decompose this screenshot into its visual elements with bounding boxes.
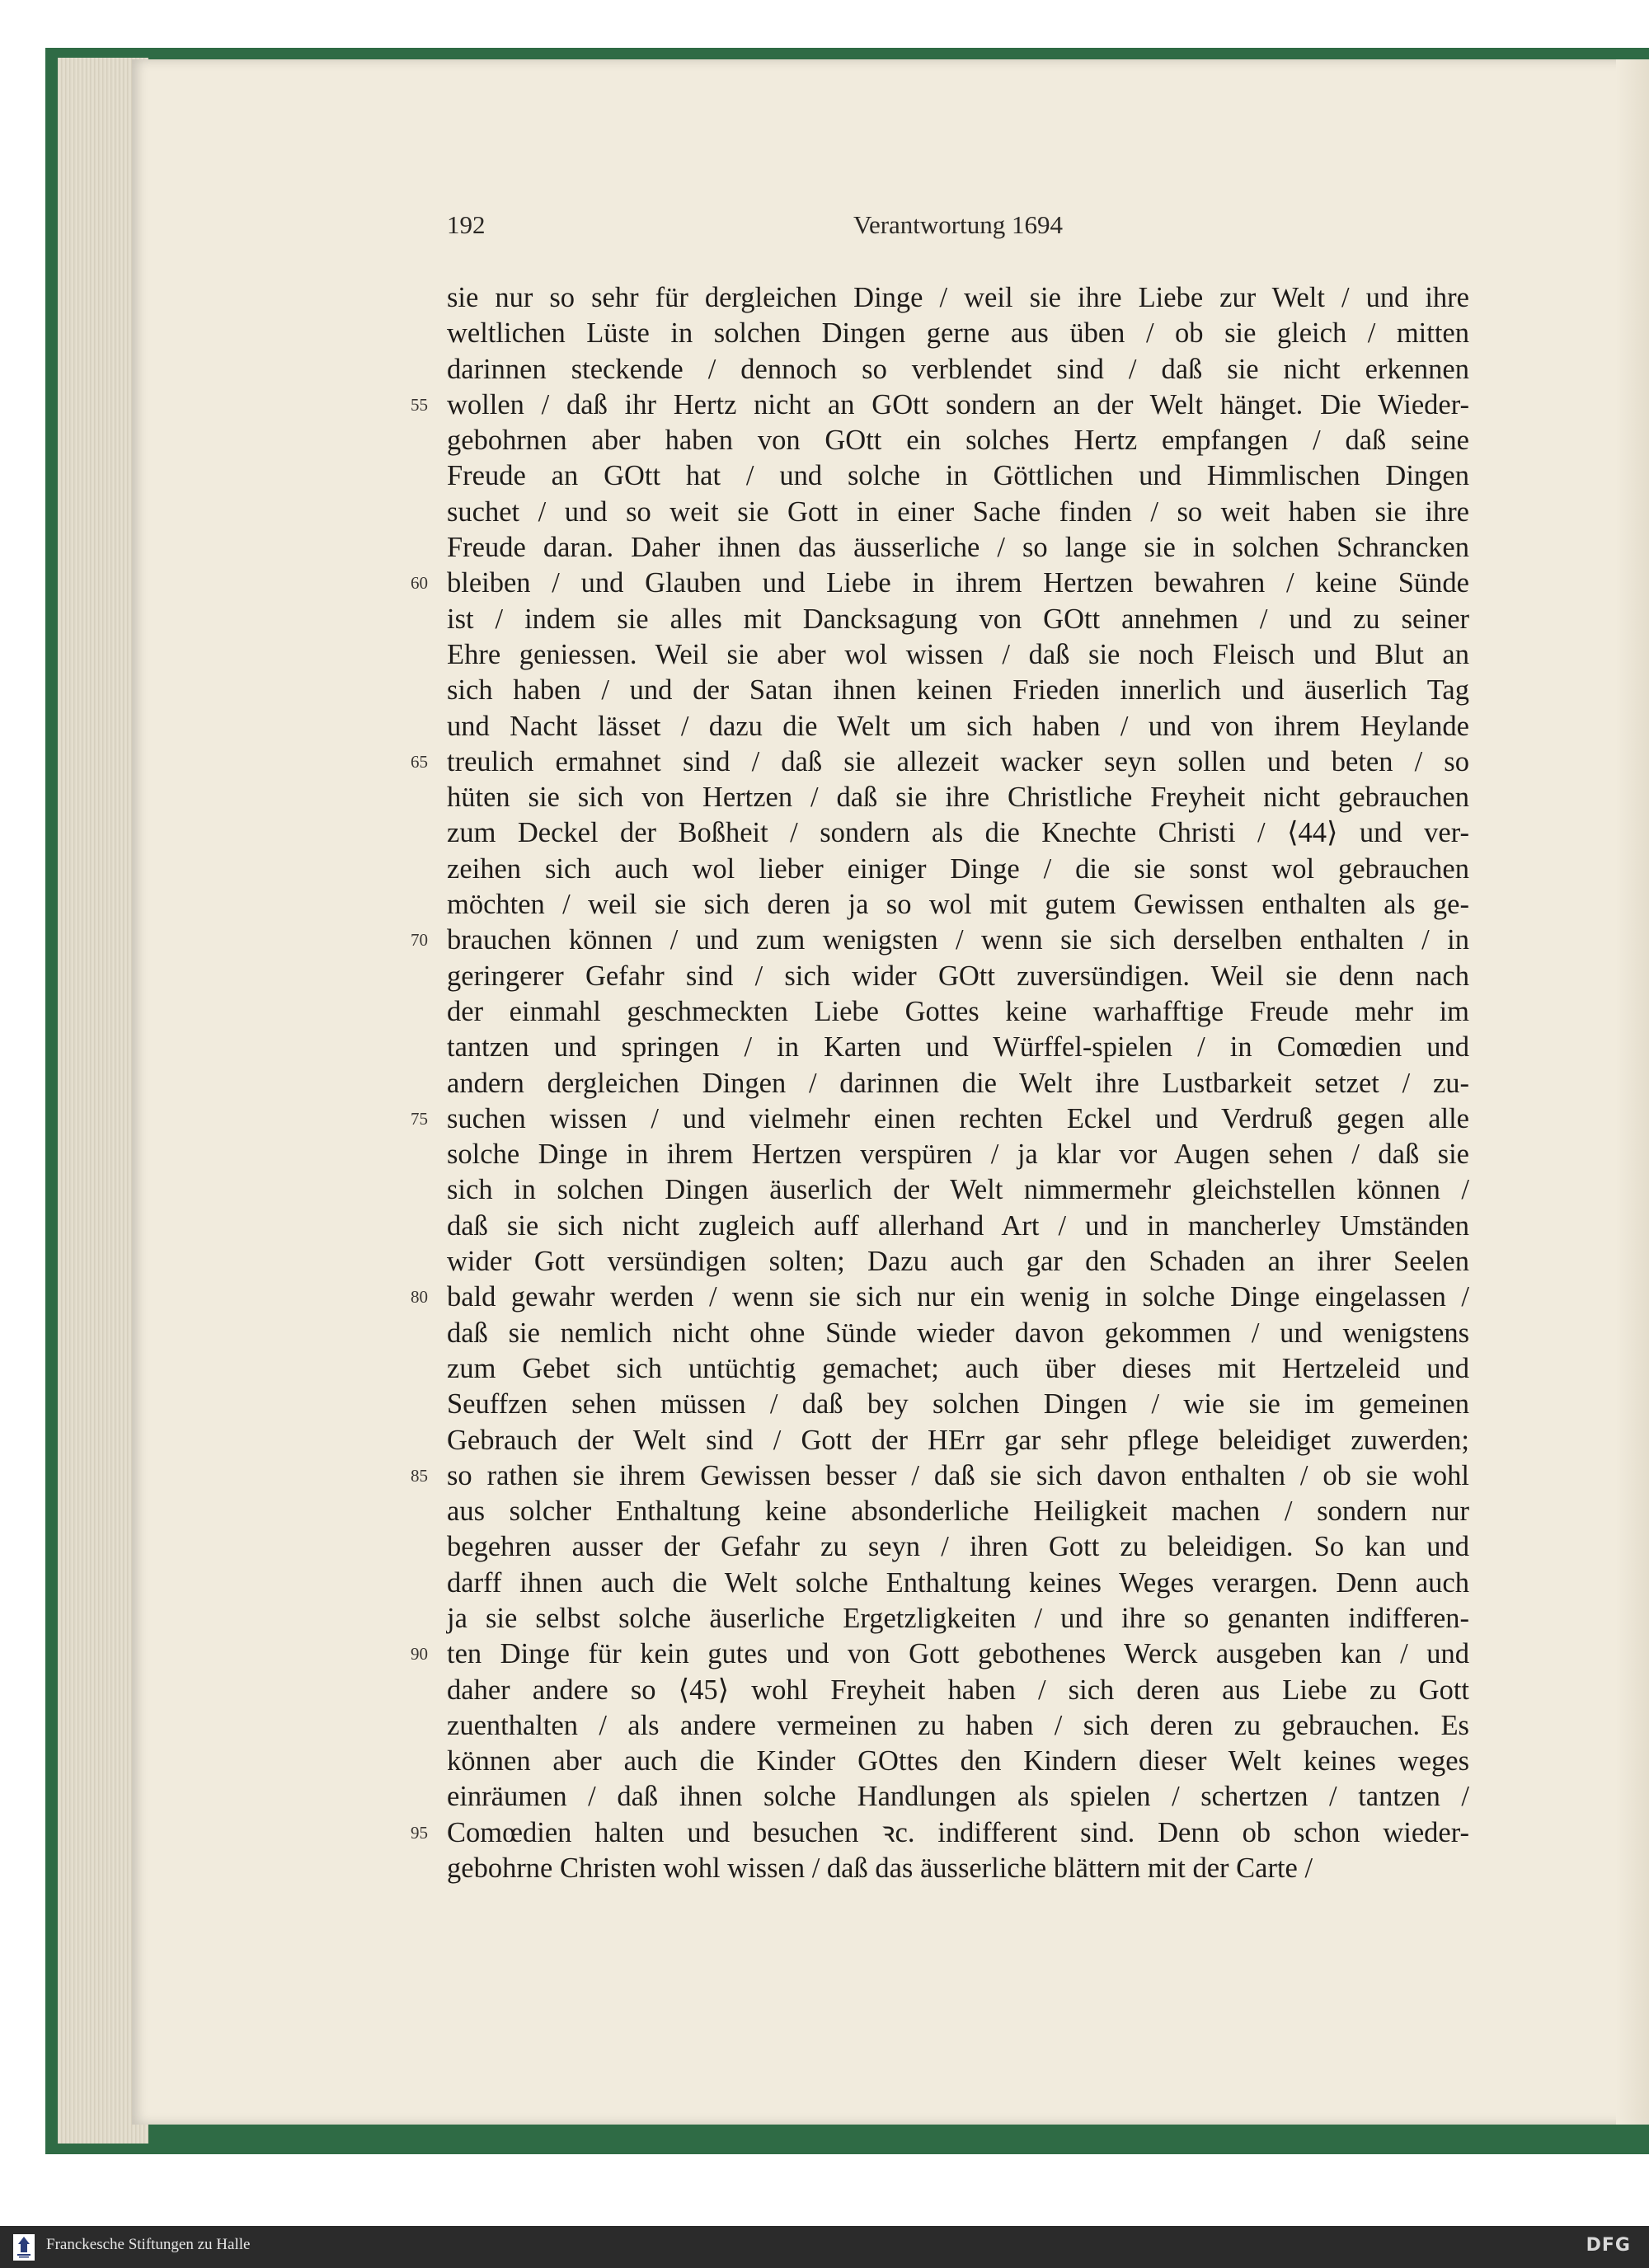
line-text: daß sie nemlich nicht ohne Sünde wieder davon gekommen / und wenigstens [447, 1317, 1469, 1349]
line-text: daß sie sich nicht zugleich auff allerhand Art / und in mancherley Umständen [447, 1209, 1469, 1242]
line-text: sich in solchen Dingen äuserlich der Welt nimmermehr gleichstellen können / [447, 1174, 1469, 1206]
text-line [411, 744, 1469, 780]
line-text: sich haben / und der Satan ihnen keinen Frieden innerlich und äuserlich Tag [447, 674, 1469, 707]
text-line [447, 1316, 1469, 1351]
line-text: einräumen / daß ihnen solche Handlungen als spielen / schertzen / tantzen / [447, 1781, 1469, 1813]
text-line [447, 815, 1469, 851]
line-text: ja sie selbst solche äuserliche Ergetzligkeiten / und ihre so genanten indifferen- [447, 1602, 1469, 1634]
line-text: begehren ausser der Gefahr zu seyn / ihren Gott zu beleidigen. So kan und [447, 1531, 1469, 1563]
text-line [447, 994, 1469, 1030]
text-line [447, 887, 1469, 923]
text-line [447, 1209, 1469, 1244]
line-text: können aber auch die Kinder GOttes den Kindern dieser Welt keines weges [447, 1745, 1469, 1777]
text-line [411, 923, 1469, 958]
text-line [411, 1101, 1469, 1137]
text-line [411, 1458, 1469, 1494]
text-line [447, 1601, 1469, 1636]
line-text: der einmahl geschmeckten Liebe Gottes keine warhafftige Freude mehr im [447, 995, 1469, 1027]
text-line [447, 495, 1469, 530]
line-text: Ehre geniessen. Weil sie aber wol wissen / daß sie noch Fleisch und Blut an [447, 638, 1469, 670]
text-line [411, 566, 1469, 601]
text-line [447, 1030, 1469, 1065]
text-line [447, 530, 1469, 566]
line-text: Seuffzen sehen müssen / daß bey solchen Dingen / wie sie im gemeinen [447, 1388, 1469, 1420]
line-text: bald gewahr werden / wenn sie sich nur ein wenig in solche Dinge eingelassen / [447, 1281, 1469, 1313]
text-line [411, 387, 1469, 423]
text-line [447, 1708, 1469, 1744]
footer-institution: Franckesche Stiftungen zu Halle [46, 2236, 251, 2253]
line-text: treulich ermahnet sind / daß sie allezeit wacker seyn sollen und beten / so [447, 745, 1469, 777]
text-line [447, 423, 1469, 458]
line-text: Gebrauch der Welt sind / Gott der HErr gar sehr pflege beleidiget zuwerden; [447, 1424, 1469, 1456]
line-text: daher andere so ⟨45⟩ wohl Freyheit haben / sich deren aus Liebe zu Gott [447, 1674, 1469, 1706]
line-text: suchen wissen / und vielmehr einen rechten Eckel und Verdruß gegen alle [447, 1102, 1469, 1134]
text-line [447, 1779, 1469, 1815]
line-text: gebohrnen aber haben von GOtt ein solches Hertz empfangen / daß seine [447, 425, 1469, 457]
text-line [447, 780, 1469, 815]
line-number: 60 [411, 573, 428, 594]
text-line [447, 352, 1469, 387]
body-text [411, 280, 1469, 1886]
page-number: 192 [447, 210, 486, 239]
line-number: 70 [411, 930, 428, 951]
line-text: wider Gott versündigen solten; Dazu auch gar den Schaden an ihrer Seelen [447, 1246, 1469, 1278]
line-number: 85 [411, 1465, 428, 1486]
line-text: zum Deckel der Boßheit / sondern als die Knechte Christi / ⟨44⟩ und ver- [447, 817, 1469, 849]
line-text: tantzen und springen / in Karten und Würffel-spielen / in Comœdien und [447, 1031, 1469, 1064]
text-line [447, 852, 1469, 887]
line-text: zeihen sich auch wol lieber einiger Dinge / die sie sonst wol gebrauchen [447, 852, 1469, 885]
line-number: 55 [411, 394, 428, 415]
page-right-edge [1616, 59, 1649, 2125]
line-text: aus solcher Enthaltung keine absonderliche Heiligkeit machen / sondern nur [447, 1496, 1469, 1528]
text-line [447, 1494, 1469, 1529]
text-line [447, 1172, 1469, 1208]
text-line [447, 637, 1469, 673]
line-text: weltlichen Lüste in solchen Dingen gerne aus üben / ob sie gleich / mitten [447, 317, 1469, 350]
text-line [447, 673, 1469, 708]
text-line [411, 1280, 1469, 1315]
line-text: hüten sie sich von Hertzen / daß sie ihre Christliche Freyheit nicht gebrauchen [447, 782, 1469, 814]
franckesche-stiftungen-logo-icon [13, 2234, 35, 2261]
line-text: ist / indem sie alles mit Dancksagung von GOtt annehmen / und zu seiner [447, 603, 1469, 635]
line-text: zuenthalten / als andere vermeinen zu haben / sich deren zu gebrauchen. Es [447, 1709, 1469, 1741]
line-text: solche Dinge in ihrem Hertzen verspüren / ja klar vor Augen sehen / daß sie [447, 1139, 1469, 1171]
text-line [447, 959, 1469, 994]
text-line [447, 1851, 1469, 1886]
line-text: suchet / und so weit sie Gott in einer Sache finden / so weit haben sie ihre [447, 495, 1469, 528]
dfg-logo: DFG [1586, 2235, 1631, 2256]
line-text: gebohrne Christen wohl wissen / daß das äusserliche blättern mit der Carte / [447, 1852, 1313, 1885]
text-line [447, 1387, 1469, 1422]
line-text: wollen / daß ihr Hertz nicht an GOtt sondern an der Welt hänget. Die Wieder- [447, 388, 1469, 420]
line-text: geringerer Gefahr sind / sich wider GOtt zuversündigen. Weil sie denn nach [447, 960, 1469, 992]
text-line [447, 1351, 1469, 1387]
line-text: ten Dinge für kein gutes und von Gott gebothenes Werck ausgeben kan / und [447, 1638, 1469, 1670]
text-line [447, 1244, 1469, 1280]
text-line [447, 316, 1469, 351]
text-line [447, 1744, 1469, 1779]
running-title: Verantwortung 1694 [853, 210, 1063, 239]
text-line [447, 1066, 1469, 1101]
line-text: und Nacht lässet / dazu die Welt um sich haben / und von ihrem Heylande [447, 710, 1469, 742]
line-text: Freude an GOtt hat / und solche in Göttlichen und Himmlischen Dingen [447, 460, 1469, 492]
line-text: Freude daran. Daher ihnen das äusserliche / so lange sie in solchen Schrancken [447, 532, 1469, 564]
line-text: sie nur so sehr für dergleichen Dinge / weil sie ihre Liebe zur Welt / und ihre [447, 282, 1469, 313]
line-text: darinnen steckende / dennoch so verblendet sind / daß sie nicht erkennen [447, 353, 1469, 385]
line-text: Comœdien halten und besuchen ꝛc. indifferent sind. Denn ob schon wieder- [447, 1816, 1469, 1848]
line-number: 80 [411, 1287, 428, 1308]
line-text: brauchen können / und zum wenigsten / wenn sie sich derselben enthalten / in [447, 924, 1469, 956]
line-text: möchten / weil sie sich deren ja so wol mit gutem Gewissen enthalten als ge- [447, 889, 1469, 921]
line-text: so rathen sie ihrem Gewissen besser / daß sie sich davon enthalten / ob sie wohl [447, 1459, 1469, 1491]
text-line [447, 709, 1469, 744]
text-line [411, 1815, 1469, 1851]
line-text: darff ihnen auch die Welt solche Enthaltung keines Weges verargen. Denn auch [447, 1566, 1469, 1599]
text-line [447, 1566, 1469, 1601]
text-line [447, 602, 1469, 637]
line-text: bleiben / und Glauben und Liebe in ihrem Hertzen bewahren / keine Sünde [447, 567, 1469, 599]
line-text: zum Gebet sich untüchtig gemachet; auch über dieses mit Hertzeleid und [447, 1352, 1469, 1384]
text-line [447, 1423, 1469, 1458]
line-text: andern dergleichen Dingen / darinnen die Welt ihre Lustbarkeit setzet / zu- [447, 1067, 1469, 1099]
line-number: 95 [411, 1822, 428, 1843]
text-line [447, 1137, 1469, 1172]
text-line [447, 1529, 1469, 1565]
line-number: 75 [411, 1108, 428, 1129]
text-line [447, 458, 1469, 494]
text-line [411, 1636, 1469, 1672]
text-line [447, 280, 1469, 316]
text-line [447, 1673, 1469, 1708]
line-number: 90 [411, 1644, 428, 1665]
line-number: 65 [411, 751, 428, 772]
